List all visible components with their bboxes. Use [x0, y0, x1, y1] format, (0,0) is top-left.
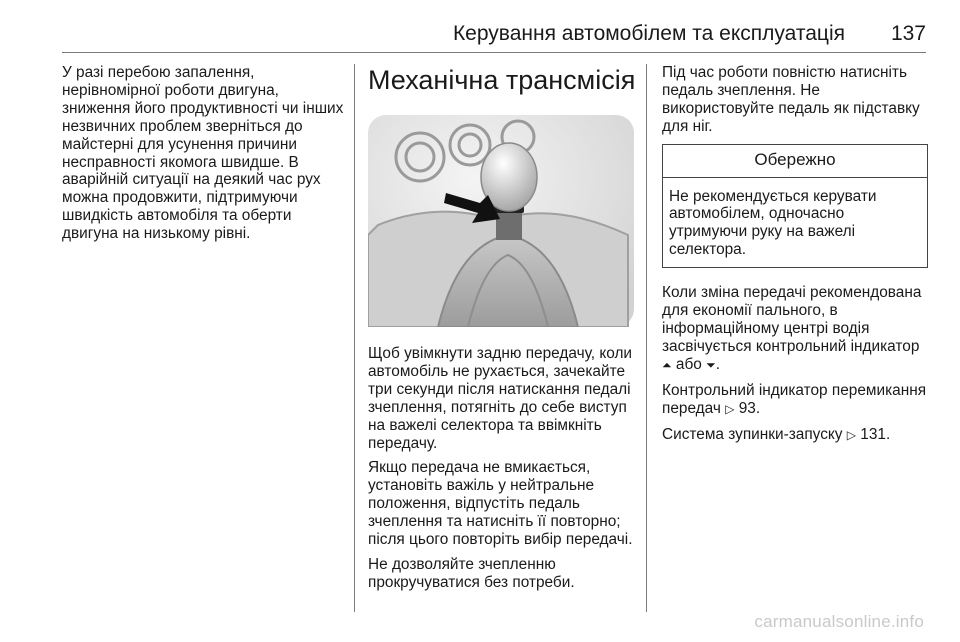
column-divider-1	[354, 64, 355, 612]
shift-indicator-paragraph	[662, 284, 928, 375]
page-header-title: Керування автомобілем та експлуатація	[452, 22, 845, 45]
stop-start-reference	[662, 426, 928, 445]
reference-arrow-icon: ▷	[846, 427, 857, 442]
misfire-paragraph: У разі перебою запалення, нерівномірної роботи двигуна, зниження його продуктивності чи інших незвичних проблем зверніться до майстерні для усунення причини несправності якомога швидше. В аварійній ситуації на деякий час рух можна продовжити, підтримуючи швидкість автомобіля та оберти двигуна на низькому рівні.	[62, 64, 344, 243]
left-column	[62, 64, 348, 250]
section-heading: Механічна трансмісія	[368, 65, 636, 95]
page-reference-131[interactable]: 131.	[860, 425, 891, 443]
watermark: carmanualsonline.info	[754, 612, 924, 631]
or-word: або	[675, 355, 702, 373]
reference-arrow-icon: ▷	[725, 401, 735, 416]
upshift-icon: ⏶	[662, 357, 672, 372]
shift-indicator-ref-text: Контрольний індикатор перемикання передач	[662, 381, 927, 417]
clutch-pedal-paragraph: Під час роботи повністю натисніть педаль зчеплення. Не використовуйте педаль як підставку для ніг.	[662, 64, 920, 135]
gear-lever-illustration	[368, 115, 634, 327]
warning-box	[662, 144, 928, 269]
gear-not-engaging-paragraph: Якщо передача не вмикається, установіть важіль у нейтральне положення, відпустіть педаль зчеплення та натисніть її повторно; після цього повторіть вибір передачі.	[368, 459, 633, 549]
sentence-end: .	[715, 355, 720, 373]
page-reference-93[interactable]: 93.	[738, 399, 761, 417]
warning-title: Обережно	[663, 145, 927, 178]
header-divider	[62, 52, 926, 53]
column-divider-2	[646, 64, 647, 612]
warning-text: Не рекомендується керувати автомобілем, одночасно утримуючи руку на важелі селектора.	[669, 187, 877, 259]
page-number: 137	[890, 22, 926, 45]
stop-start-text: Система зупинки-запуску	[662, 425, 843, 443]
clutch-slip-paragraph: Не дозволяйте зчепленню прокручуватися без потреби.	[368, 555, 575, 591]
downshift-icon: ⏷	[706, 357, 716, 372]
shift-indicator-reference	[662, 382, 928, 419]
right-column	[662, 64, 928, 451]
shift-indicator-text: Коли зміна передачі рекомендована для економії пального, в інформаційному центрі водія засвічується контрольний індикатор	[662, 284, 922, 355]
reverse-gear-paragraph: Щоб увімкнути задню передачу, коли автомобіль не рухається, зачекайте три секунди після натискання педалі зчеплення, потягніть до себе виступ на важелі селектора та ввімкніть передачу.	[368, 345, 633, 452]
middle-column	[368, 64, 636, 599]
